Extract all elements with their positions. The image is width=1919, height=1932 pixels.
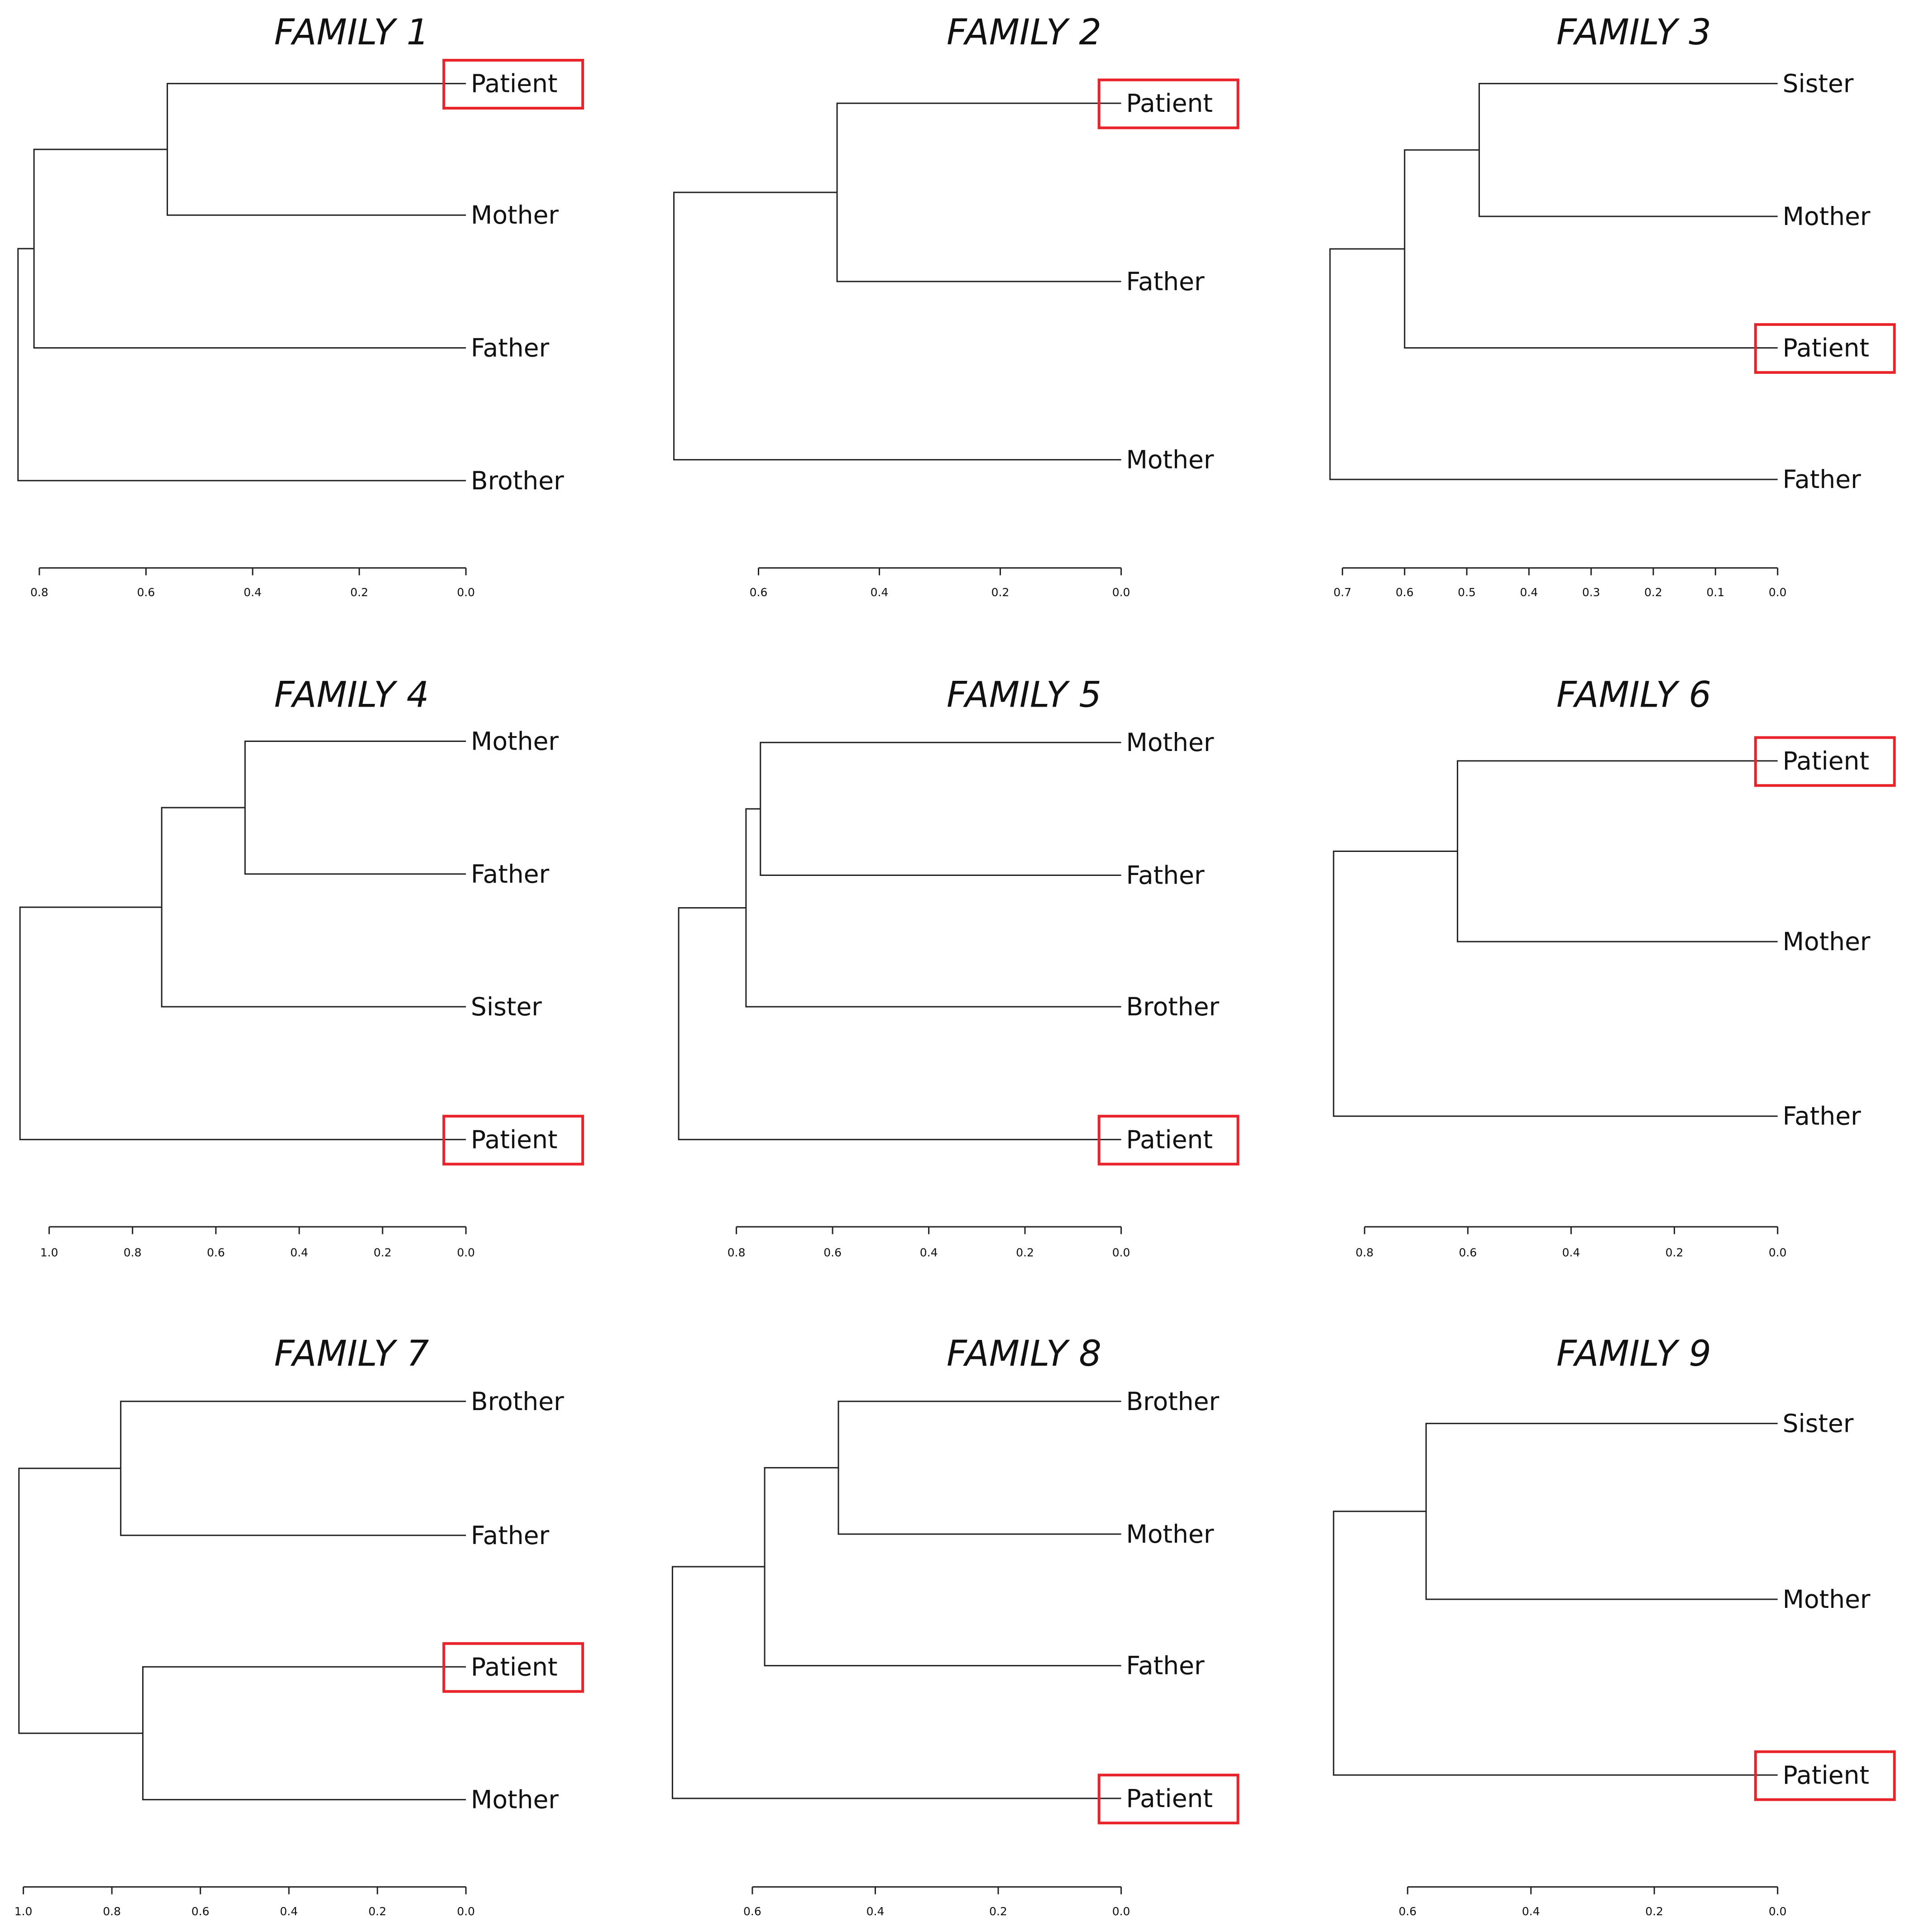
dendrogram-branch (245, 741, 466, 874)
tick-label: 0.0 (1768, 1904, 1787, 1918)
leaf-label: Mother (471, 1785, 559, 1814)
leaf-label: Patient (1126, 89, 1213, 118)
dendrogram-branch (1334, 851, 1778, 1116)
panel-title: FAMILY 5 (947, 674, 1102, 716)
leaf-label: Patient (1782, 1760, 1870, 1790)
leaf-label: Sister (471, 992, 542, 1022)
dendrogram-branch (1334, 1511, 1778, 1775)
leaf-label: Mother (1126, 445, 1214, 474)
panel-title: FAMILY 2 (947, 12, 1102, 53)
leaf-label: Father (1782, 1101, 1861, 1131)
tick-label: 0.6 (749, 586, 768, 599)
tick-label: 0.8 (30, 586, 48, 599)
dendrogram-branch (19, 1468, 143, 1733)
tick-label: 0.4 (290, 1246, 308, 1259)
tick-label: 0.0 (457, 1904, 475, 1918)
dendrogram-branch (761, 742, 1121, 875)
dendrogram-branch (167, 84, 466, 215)
dendrogram-branch (674, 192, 1121, 460)
leaf-label: Patient (1126, 1784, 1213, 1813)
tick-label: 0.0 (1768, 1246, 1787, 1259)
tick-label: 1.0 (14, 1904, 33, 1918)
leaf-label: Patient (1126, 1125, 1213, 1154)
leaf-label: Brother (1126, 992, 1220, 1022)
leaf-label: Mother (1126, 728, 1214, 757)
leaf-label: Patient (471, 1125, 558, 1154)
leaf-label: Patient (471, 1652, 558, 1682)
panel-family-4 (20, 674, 583, 1259)
tick-label: 0.4 (870, 586, 889, 599)
dendrogram-branch (1405, 150, 1778, 348)
leaf-label: Sister (1782, 69, 1854, 98)
dendrogram-branch (765, 1468, 1121, 1665)
leaf-label: Father (1126, 861, 1205, 890)
tick-label: 0.4 (1522, 1904, 1540, 1918)
tick-label: 0.0 (457, 1246, 475, 1259)
leaf-label: Father (471, 859, 550, 889)
panel-title: FAMILY 8 (947, 1333, 1102, 1374)
leaf-label: Mother (471, 201, 559, 230)
tick-label: 0.0 (457, 586, 475, 599)
panel-family-9 (1334, 1334, 1895, 1918)
tick-label: 0.2 (989, 1904, 1007, 1918)
tick-label: 0.6 (1459, 1246, 1477, 1259)
tick-label: 0.2 (991, 586, 1010, 599)
leaf-label: Father (1782, 465, 1861, 494)
panel-family-2 (674, 12, 1238, 599)
panel-family-7 (14, 1334, 583, 1918)
leaf-label: Brother (471, 1387, 564, 1416)
leaf-label: Sister (1782, 1409, 1854, 1438)
leaf-label: Father (1126, 1651, 1205, 1680)
tick-label: 0.4 (280, 1904, 298, 1918)
dendrogram-branch (121, 1401, 466, 1535)
tick-label: 1.0 (40, 1246, 58, 1259)
leaf-label: Brother (1126, 1387, 1220, 1416)
panel-family-8 (672, 1334, 1238, 1918)
panel-title: FAMILY 4 (274, 674, 429, 716)
dendrogram-branch (20, 907, 466, 1139)
tick-label: 0.7 (1333, 586, 1352, 599)
dendrogram-branch (679, 908, 1121, 1139)
dendrogram-branch (1458, 761, 1778, 942)
dendrogram-branch (746, 809, 1121, 1007)
leaf-label: Mother (1782, 927, 1871, 956)
dendrogram-branch (838, 1401, 1121, 1534)
tick-label: 0.6 (1395, 586, 1414, 599)
tick-label: 0.2 (1665, 1246, 1684, 1259)
dendrogram-branch (672, 1567, 1121, 1798)
leaf-label: Patient (471, 69, 558, 98)
dendrogram-branch (1330, 249, 1778, 479)
tick-label: 0.8 (123, 1246, 142, 1259)
tick-label: 0.0 (1768, 586, 1787, 599)
tick-label: 0.0 (1112, 1904, 1130, 1918)
tick-label: 0.4 (866, 1904, 885, 1918)
dendrogram-branch (143, 1667, 466, 1799)
tick-label: 0.6 (743, 1904, 761, 1918)
tick-label: 0.2 (373, 1246, 392, 1259)
panel-title: FAMILY 3 (1556, 12, 1711, 53)
leaf-label: Mother (471, 727, 559, 756)
tick-label: 0.0 (1112, 1246, 1130, 1259)
tick-label: 0.6 (823, 1246, 842, 1259)
leaf-label: Mother (1126, 1520, 1214, 1549)
tick-label: 0.6 (1398, 1904, 1417, 1918)
tick-label: 0.2 (1016, 1246, 1034, 1259)
leaf-label: Father (1126, 267, 1205, 296)
tick-label: 0.2 (368, 1904, 387, 1918)
leaf-label: Mother (1782, 1584, 1871, 1614)
tick-label: 0.2 (350, 586, 368, 599)
tick-label: 0.0 (1112, 586, 1130, 599)
dendrogram-branch (162, 808, 466, 1007)
panel-family-5 (679, 674, 1238, 1259)
dendrogram-branch (18, 249, 466, 481)
tick-label: 0.3 (1582, 586, 1600, 599)
tick-label: 0.1 (1706, 586, 1725, 599)
leaf-label: Patient (1782, 333, 1870, 363)
tick-label: 0.8 (1355, 1246, 1374, 1259)
panel-title: FAMILY 7 (274, 1333, 429, 1374)
tick-label: 0.2 (1644, 586, 1662, 599)
dendrogram-branch (837, 103, 1121, 282)
tick-label: 0.8 (727, 1246, 746, 1259)
tick-label: 0.6 (191, 1904, 210, 1918)
dendrogram-branch (1426, 1424, 1778, 1599)
tick-label: 0.2 (1645, 1904, 1664, 1918)
leaf-label: Mother (1782, 201, 1871, 231)
tick-label: 0.4 (919, 1246, 938, 1259)
tick-label: 0.5 (1458, 586, 1476, 599)
panel-title: FAMILY 1 (274, 12, 429, 53)
panel-family-6 (1334, 674, 1895, 1259)
leaf-label: Father (471, 1521, 550, 1550)
panel-family-1 (18, 12, 583, 599)
tick-label: 0.6 (206, 1246, 225, 1259)
tick-label: 0.4 (244, 586, 262, 599)
tick-label: 0.8 (103, 1904, 121, 1918)
dendrogram-branch (1479, 84, 1778, 216)
leaf-label: Patient (1782, 746, 1870, 775)
leaf-label: Father (471, 333, 550, 363)
dendrogram-branch (34, 149, 466, 348)
tick-label: 0.6 (137, 586, 155, 599)
tick-label: 0.4 (1520, 586, 1538, 599)
tick-label: 0.4 (1562, 1246, 1580, 1259)
panel-title: FAMILY 9 (1556, 1333, 1711, 1374)
panel-title: FAMILY 6 (1556, 674, 1711, 716)
leaf-label: Brother (471, 466, 564, 495)
panel-family-3 (1330, 12, 1895, 599)
